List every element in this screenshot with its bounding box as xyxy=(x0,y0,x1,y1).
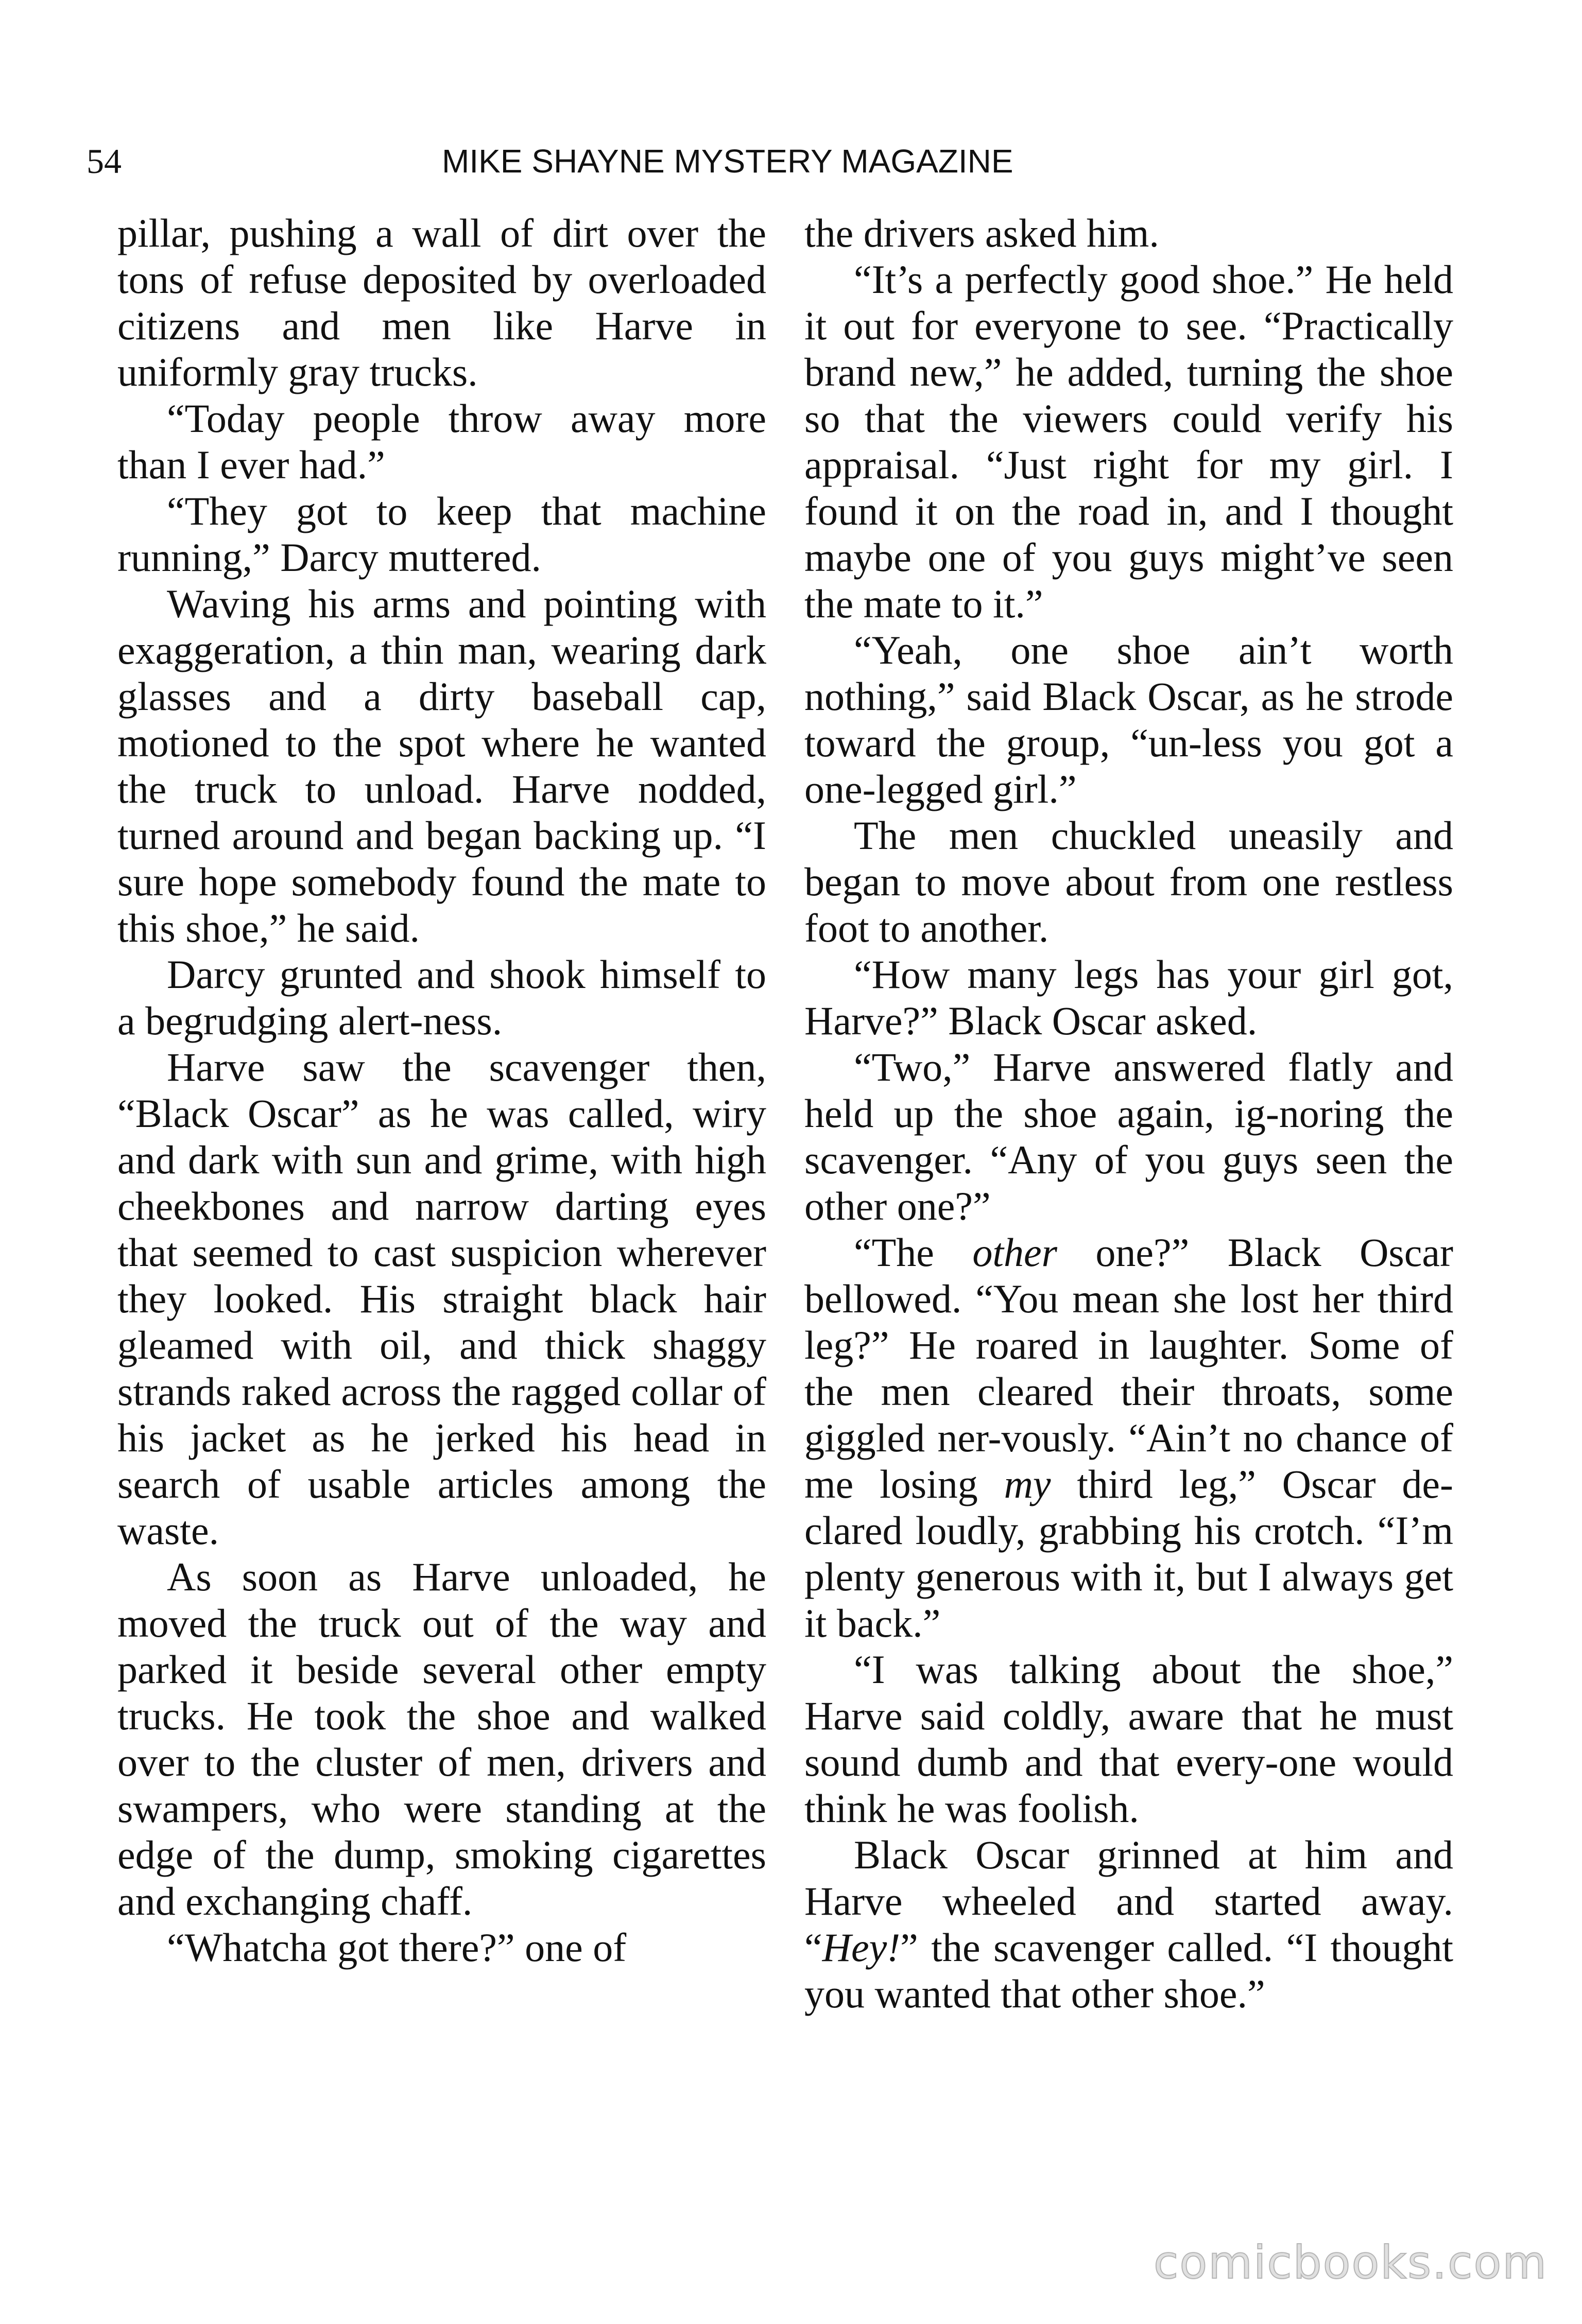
paragraph-text: “Whatcha got there?” one of xyxy=(167,1925,627,1970)
paragraph-text: The men chuckled uneasily and began to move about from one restless foot to another. xyxy=(804,813,1453,950)
paragraph-text: “It’s a perfectly good shoe.” He held it out for everyone to see. “Practically brand new,” he added, turning the shoe so that the viewers could verify his appraisal. “Just right for my girl. I found it on the road in, and I thought maybe one of you guys might’ve seen the mate to it.” xyxy=(804,257,1453,626)
paragraph xyxy=(117,1924,766,1971)
paragraph xyxy=(804,1229,1453,1646)
paragraph-text: pillar, pushing a wall of dirt over the tons of refuse deposited by overloaded citizens and men like Harve in uniformly gray trucks. xyxy=(117,211,766,394)
paragraph xyxy=(804,812,1453,951)
paragraph xyxy=(804,256,1453,627)
paragraph-text: “Today people throw away more than I ever had.” xyxy=(117,396,766,487)
italic-text: my xyxy=(1004,1462,1051,1506)
paragraph-text: third leg,” Oscar de-clared loudly, grabbing his crotch. “I’m plenty generous with it, but I always get it back.” xyxy=(804,1462,1453,1645)
paragraph-text: “The xyxy=(854,1230,973,1275)
paragraph xyxy=(804,1832,1453,2017)
paragraph xyxy=(117,581,766,951)
paragraph xyxy=(804,951,1453,1044)
paragraph xyxy=(117,1554,766,1924)
paragraph-text: “They got to keep that machine running,” Darcy muttered. xyxy=(117,489,766,580)
paragraph xyxy=(117,951,766,1044)
paragraph-text: Harve saw the scavenger then, “Black Oscar” as he was called, wiry and dark with sun and grime, with high cheekbones and narrow darting eyes that seemed to cast suspicion wherever they looked. His straight black hair gleamed with oil, and thick shaggy strands raked across the ragged collar of his jacket as he jerked his head in search of usable articles among the waste. xyxy=(117,1045,766,1553)
paragraph xyxy=(117,1044,766,1554)
paragraph-text: “Yeah, one shoe ain’t worth nothing,” said Black Oscar, as he strode toward the group, “un-less you got a one-legged girl.” xyxy=(804,628,1453,811)
paragraph-text: one?” Black Oscar bellowed. “You mean she lost her third leg?” He roared in laughter. Some of the men cleared their throats, some giggled ner-vously. “Ain’t no chance of me losing xyxy=(804,1230,1453,1506)
paragraph-text: “I was talking about the shoe,” Harve said coldly, aware that he must sound dumb and that every-one would think he was foolish. xyxy=(804,1647,1453,1831)
paragraph-text: “Two,” Harve answered flatly and held up the shoe again, ig-noring the scavenger. “Any of you guys seen the other one?” xyxy=(804,1045,1453,1228)
paragraph-text: Black Oscar grinned at him and Harve wheeled and started away. “ xyxy=(804,1832,1453,1970)
paragraph-text: ” the scavenger called. “I thought you wanted that other shoe.” xyxy=(804,1925,1453,2016)
paragraph-text: “How many legs has your girl got, Harve?” Black Oscar asked. xyxy=(804,952,1453,1043)
paragraph xyxy=(117,395,766,488)
paragraph xyxy=(804,210,1453,256)
italic-text: other xyxy=(972,1230,1057,1275)
left-text-column xyxy=(117,210,766,1971)
paragraph xyxy=(804,1044,1453,1229)
italic-text: Hey! xyxy=(822,1925,901,1970)
paragraph xyxy=(117,210,766,395)
paragraph-text: As soon as Harve unloaded, he moved the truck out of the way and parked it beside several other empty trucks. He took the shoe and walked over to the cluster of men, drivers and swampers, who were standing at the edge of the dump, smoking cigarettes and exchanging chaff. xyxy=(117,1554,766,1923)
running-head: MIKE SHAYNE MYSTERY MAGAZINE xyxy=(442,143,1013,180)
page-number: 54 xyxy=(87,142,122,181)
paragraph xyxy=(804,1646,1453,1832)
paragraph xyxy=(117,488,766,581)
page-header xyxy=(87,138,1477,184)
watermark: comicbooks.com xyxy=(1154,2236,1548,2289)
paragraph-text: Darcy grunted and shook himself to a begrudging alert-ness. xyxy=(117,952,766,1043)
right-text-column xyxy=(804,210,1453,2017)
paragraph-text: Waving his arms and pointing with exaggeration, a thin man, wearing dark glasses and a dirty baseball cap, motioned to the spot where he wanted the truck to unload. Harve nodded, turned around and began backing up. “I sure hope somebody found the mate to this shoe,” he said. xyxy=(117,581,766,950)
paragraph xyxy=(804,627,1453,812)
paragraph-text: the drivers asked him. xyxy=(804,211,1159,255)
